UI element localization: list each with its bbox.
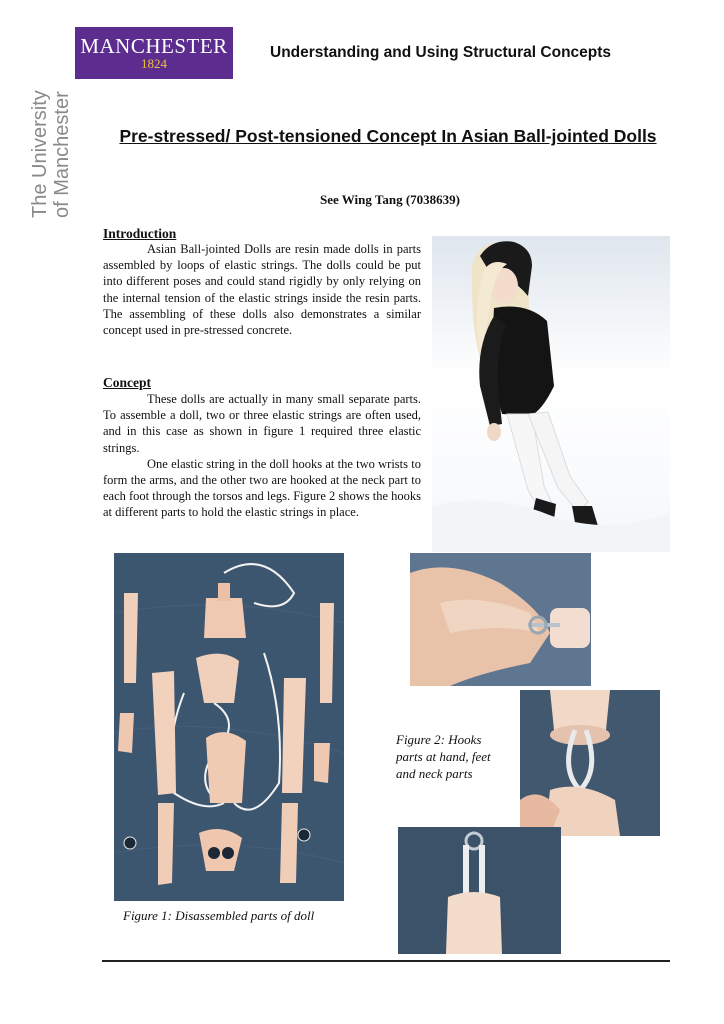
concept-paragraph-1: These dolls are actually in many small separate parts. To assemble a doll, two or three elastic strings are often used, and in this case as shown in figure 1 required three elastic strings.	[103, 392, 421, 455]
concept-heading: Concept	[103, 375, 151, 390]
figure-2-caption: Figure 2: Hooks parts at hand, feet and neck parts	[396, 732, 491, 781]
article-title: Pre-stressed/ Post-tensioned Concept In Asian Ball-jointed Dolls	[119, 126, 657, 146]
introduction-paragraph: Asian Ball-jointed Dolls are resin made dolls in parts assembled by loops of elastic strings. The dolls could be put into different poses and could stand rigidly by only relying on the internal tension of the elastic strings inside the resin parts. The assembling of these dolls also demonstrates a similar concept used in pre-stressed concrete.	[103, 242, 421, 338]
concept-paragraph-2: One elastic string in the doll hooks at the two wrists to form the arms, and the other two are hooked at the neck part to each foot through the torsos and legs. Figure 2 shows the hooks at different parts to hold the elastic strings in place.	[103, 456, 422, 520]
university-logo	[75, 27, 233, 79]
doll-photo	[432, 236, 670, 552]
foot-hook-photo	[398, 827, 561, 954]
logo-year: 1824	[141, 56, 167, 71]
logo-wordmark: MANCHESTER	[80, 34, 228, 58]
header-title: Understanding and Using Structural Concepts	[270, 44, 612, 61]
article-author: See Wing Tang (7038639)	[319, 192, 461, 207]
figure-1-caption: Figure 1: Disassembled parts of doll	[123, 908, 315, 923]
hand-hook-photo	[410, 553, 591, 686]
concept-body	[103, 391, 421, 521]
university-line-1: The University	[29, 90, 51, 218]
university-vertical-name	[24, 90, 76, 220]
introduction-heading: Introduction	[103, 226, 177, 241]
neck-hook-photo	[520, 690, 660, 836]
figure-1-photo	[114, 553, 344, 901]
university-line-2: of Manchester	[51, 91, 73, 218]
footer-divider	[102, 960, 670, 962]
introduction-body	[103, 241, 421, 338]
